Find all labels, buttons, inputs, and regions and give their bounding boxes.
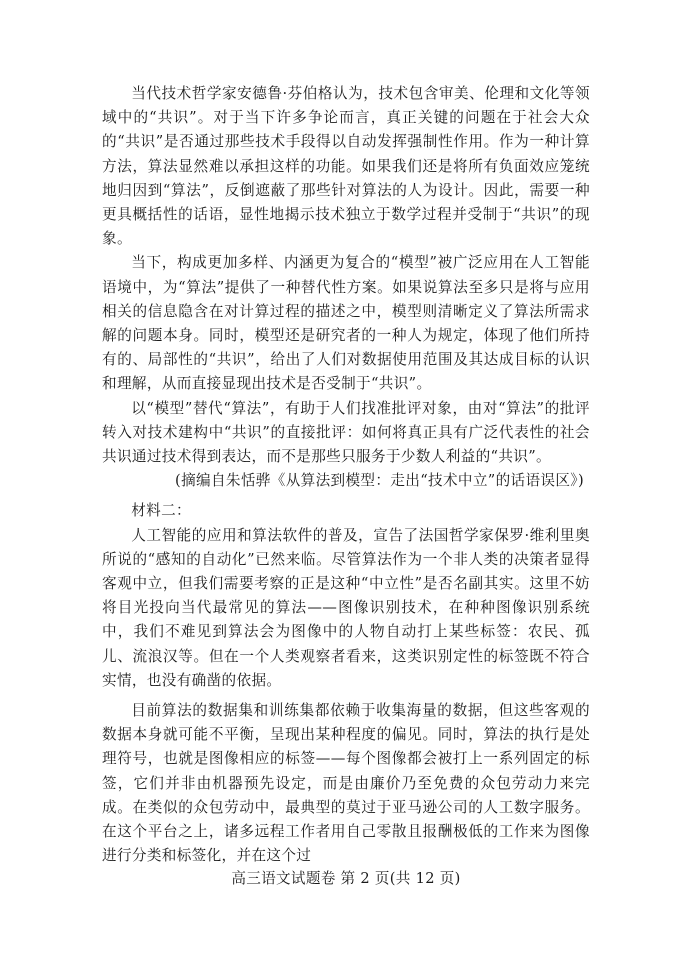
paragraph-1: 当代技术哲学家安德鲁·芬伯格认为，技术包含审美、伦理和文化等领域中的“共识”。对于当下许多争论而言，真正关键的问题在于社会大众的“共识”是否通过那些技术手段得以自动发挥强制性作用。作为一种计算方法，算法显然难以承担这样的功能。如果我们还是将所有负面效应笼统地归因到“算法”，反倒遮蔽了那些针对算法的人为设计。因此，需要一种更具概括性的话语，显性地揭示技术独立于数学过程并受制于“共识”的现象。 (102, 85, 590, 248)
page-content (102, 82, 590, 869)
page-footer: 高三语文试题卷 第 2 页(共 12 页) (231, 870, 461, 887)
source-citation: (摘编自朱恬骅《从算法到模型：走出“技术中立”的话语误区》) (175, 472, 584, 490)
paragraph-4: 人工智能的应用和算法软件的普及，宣告了法国哲学家保罗·维利里奥所说的“感知的自动化”已然来临。尽管算法作为一个非人类的决策者显得客观中立，但我们需要考察的正是这种“中立性”是否名副其实。这里不妨将目光投向当代最常见的算法——图像识别技术，在种种图像识别系统中，我们不难见到算法会为图像中的人物自动打上某些标签：农民、孤儿、流浪汉等。但在一个人类观察者看来，这类识别定性的标签既不符合实情，也没有确凿的依据。 (102, 526, 590, 689)
paragraph-3: 以“模型”替代“算法”，有助于人们找准批评对象，由对“算法”的批评转入对技术建构中“共识”的直接批评：如何将真正具有广泛代表性的社会共识通过技术得到表达，而不是那些只服务于少数人利益的“共识”。 (102, 399, 590, 466)
paragraph-5: 目前算法的数据集和训练集都依赖于收集海量的数据，但这些客观的数据本身就可能不平衡，呈现出某种程度的偏见。同时，算法的执行是处理符号，也就是图像相应的标签——每个图像都会被打上一系列固定的标签，它们并非由机器预先设定，而是由廉价乃至免费的众包劳动力来完成。在类似的众包劳动中，最典型的莫过于亚马逊公司的人工数字服务。在这个平台之上，诸多远程工作者用自己零散且报酬极低的工作来为图像进行分类和标签化，并在这个过 (102, 702, 590, 865)
material-heading: 材料二： (131, 502, 191, 520)
paragraph-2: 当下，构成更加多样、内涵更为复合的“模型”被广泛应用在人工智能语境中，为“算法”提供了一种替代性方案。如果说算法至多只是将与应用相关的信息隐含在对计算过程的描述之中，模型则清晰定义了算法所需求解的问题本身。同时，模型还是研究者的一种人为规定，体现了他们所持有的、局部性的“共识”，给出了人们对数据使用范围及其达成目标的认识和理解，从而直接显现出技术是否受制于“共识”。 (102, 254, 590, 393)
